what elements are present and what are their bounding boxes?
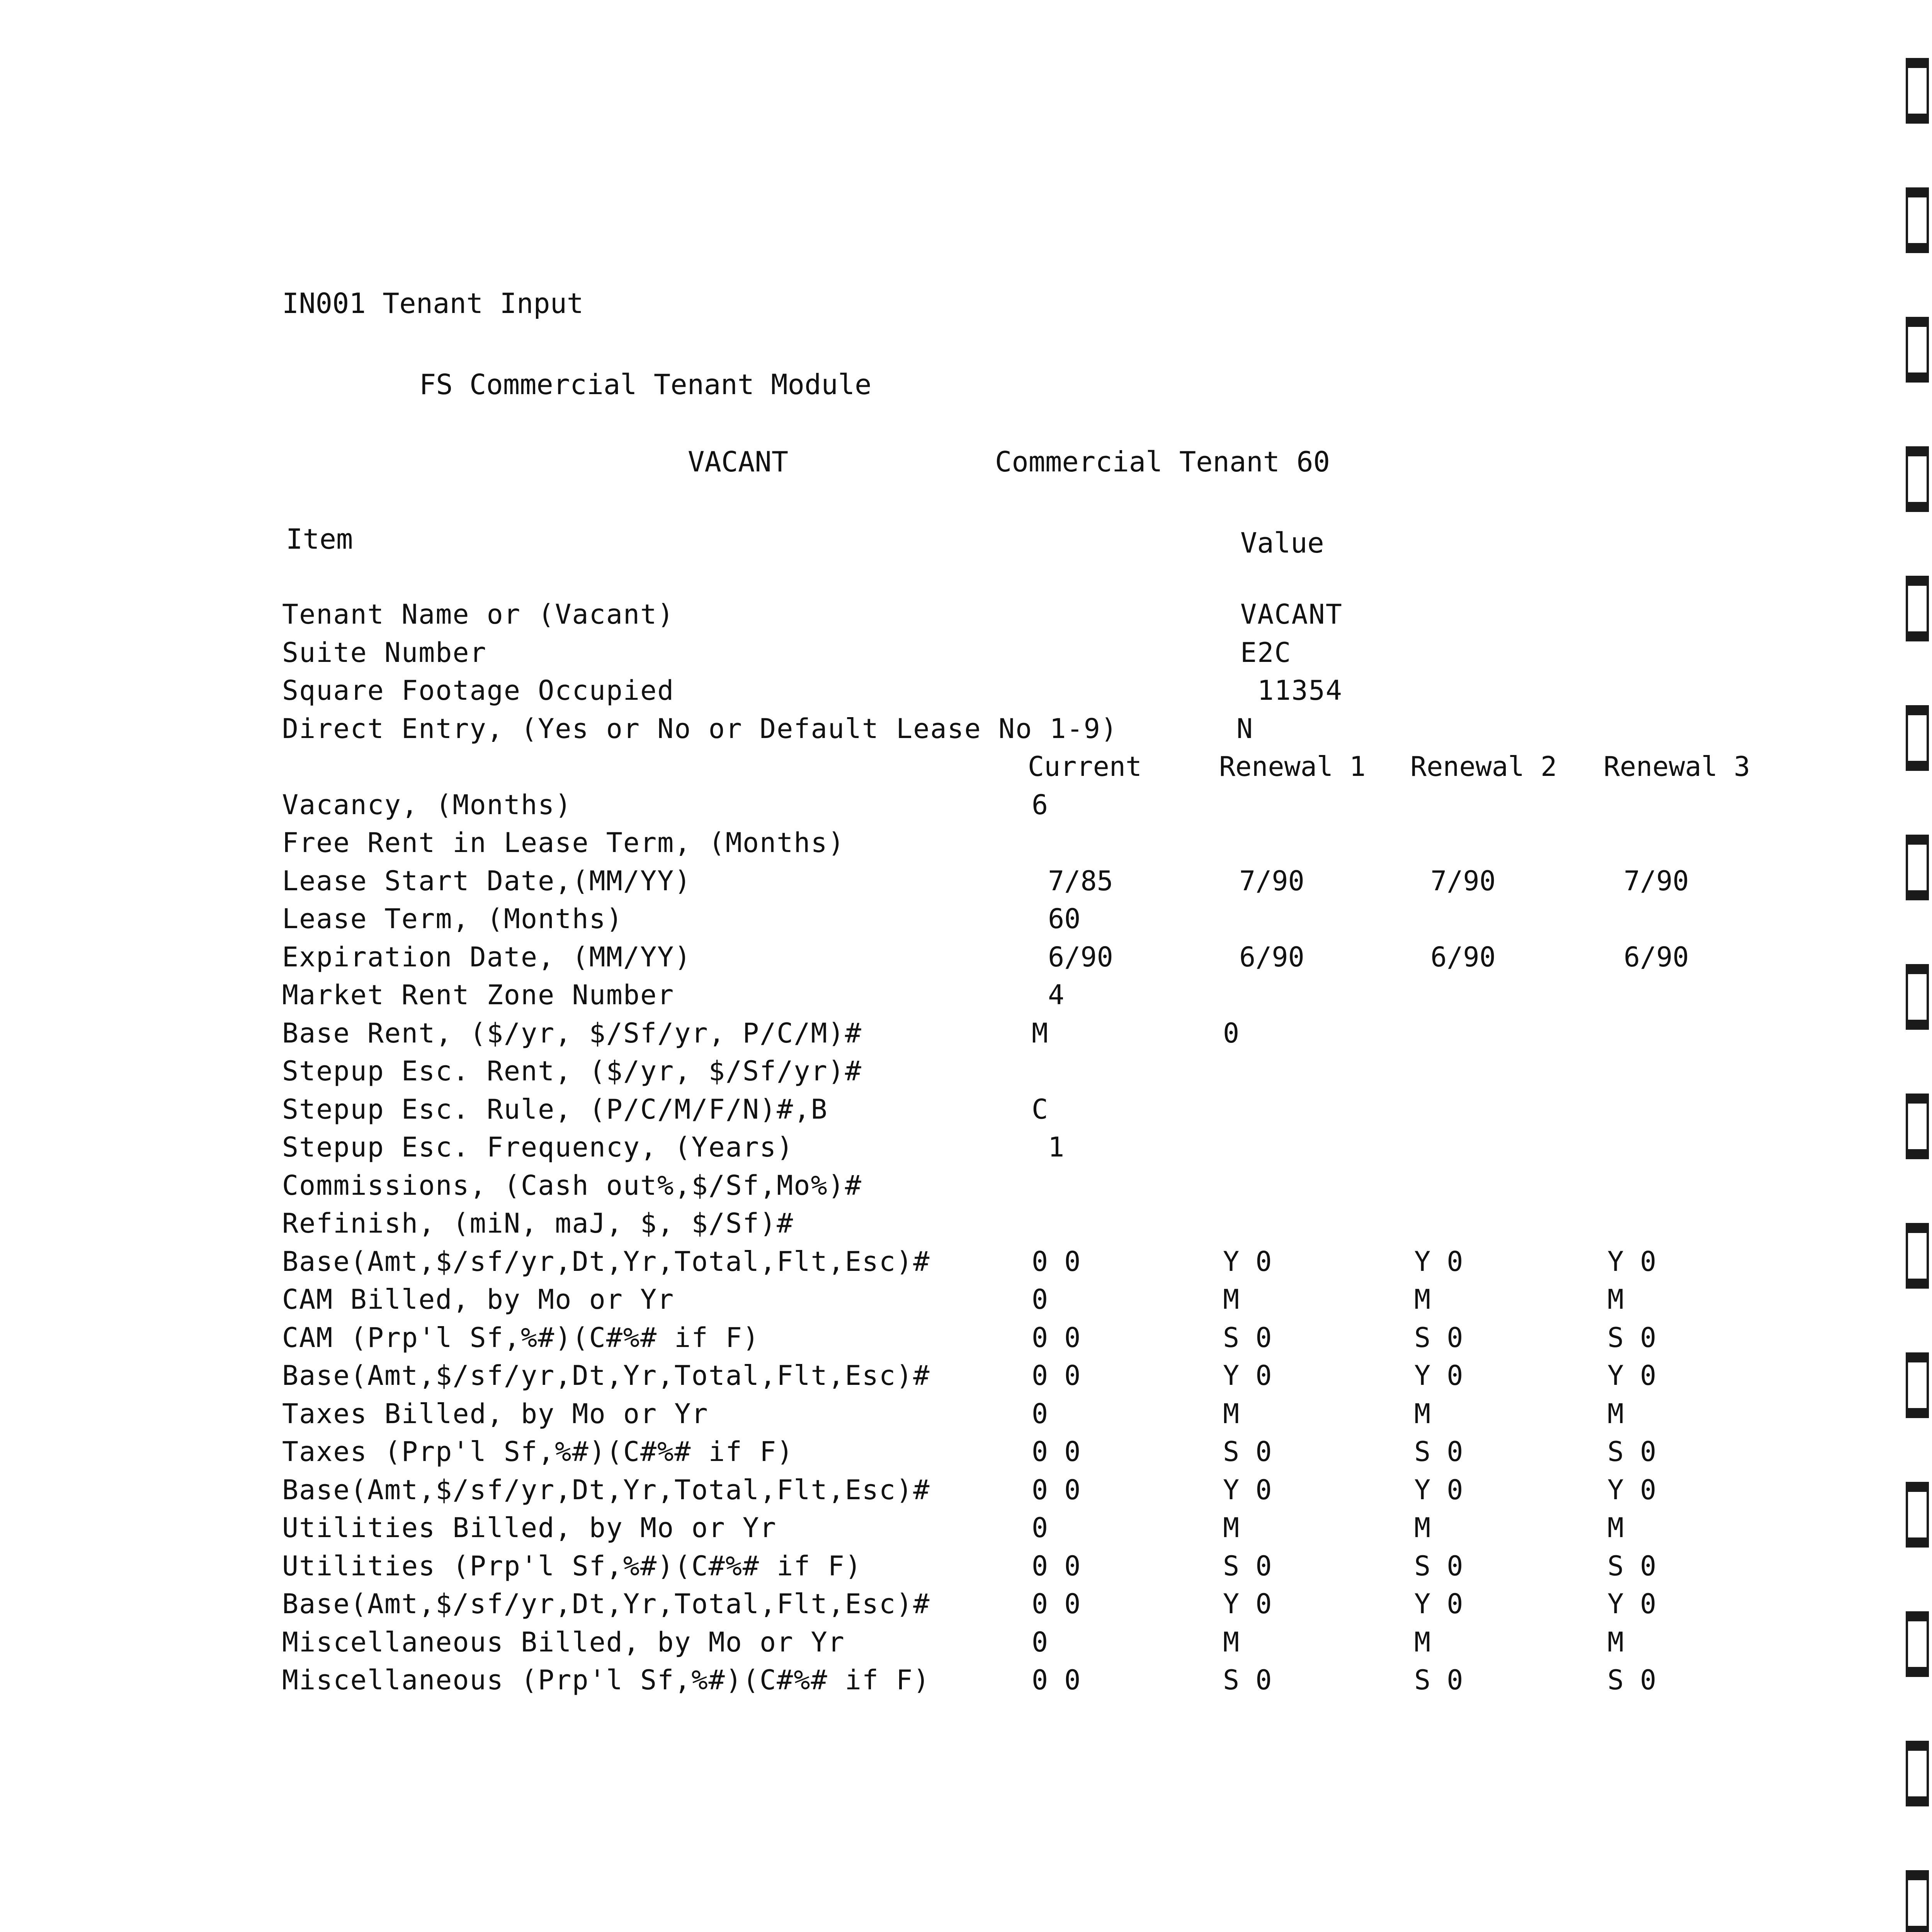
row-cell: 0 0: [1032, 1588, 1081, 1620]
row-cell: S 0: [1223, 1436, 1272, 1468]
row-cell: 0 0: [1032, 1550, 1081, 1582]
row-cell: M: [1414, 1284, 1431, 1315]
row-label: Stepup Esc. Frequency, (Years): [282, 1131, 794, 1163]
row-cell: Y 0: [1607, 1474, 1656, 1506]
row-cell: Y 0: [1607, 1360, 1656, 1391]
row-label: Taxes Billed, by Mo or Yr: [282, 1398, 709, 1430]
row-cell: M: [1223, 1626, 1240, 1658]
binding-hole: [1906, 576, 1929, 641]
row-cell: 0: [1032, 1398, 1048, 1430]
row-cell: 6/90: [1607, 941, 1689, 973]
info-value: E2C: [1240, 636, 1292, 668]
row-cell: 0: [1223, 1017, 1240, 1049]
binding-holes: [1844, 0, 1932, 1932]
row-cell: S 0: [1607, 1550, 1656, 1582]
row-label: Commissions, (Cash out%,$/Sf,Mo%)#: [282, 1169, 862, 1201]
binding-hole: [1906, 317, 1929, 383]
row-cell: M: [1607, 1626, 1624, 1658]
row-cell: S 0: [1607, 1321, 1656, 1354]
row-cell: 7/90: [1414, 865, 1496, 897]
row-cell: 6/90: [1223, 941, 1304, 973]
row-label: Miscellaneous (Prp'l Sf,%#)(C#%# if F): [282, 1664, 930, 1696]
binding-hole: [1906, 1094, 1929, 1159]
period-header-4: Renewal 3: [1604, 751, 1750, 782]
binding-hole: [1906, 58, 1929, 124]
row-cell: M: [1223, 1284, 1240, 1315]
row-cell: Y 0: [1607, 1245, 1656, 1277]
row-label: Miscellaneous Billed, by Mo or Yr: [282, 1626, 845, 1658]
row-cell: Y 0: [1223, 1474, 1272, 1506]
report-id: IN001 Tenant Input: [282, 287, 584, 320]
row-label: Base(Amt,$/sf/yr,Dt,Yr,Total,Flt,Esc)#: [282, 1588, 930, 1620]
row-cell: Y 0: [1607, 1588, 1656, 1620]
row-cell: S 0: [1414, 1550, 1463, 1582]
binding-hole: [1906, 1741, 1929, 1806]
tenant-name-heading: VACANT: [688, 446, 789, 478]
row-cell: Y 0: [1414, 1360, 1463, 1391]
row-label: Free Rent in Lease Term, (Months): [282, 827, 845, 859]
row-cell: Y 0: [1414, 1245, 1463, 1277]
row-cell: 7/90: [1607, 865, 1689, 897]
row-label: CAM (Prp'l Sf,%#)(C#%# if F): [282, 1321, 760, 1354]
row-cell: 60: [1032, 903, 1081, 935]
row-label: Base(Amt,$/sf/yr,Dt,Yr,Total,Flt,Esc)#: [282, 1474, 930, 1506]
row-cell: M: [1414, 1512, 1431, 1544]
row-cell: S 0: [1414, 1321, 1463, 1354]
row-cell: Y 0: [1223, 1360, 1272, 1391]
binding-hole: [1906, 1611, 1929, 1677]
row-cell: 0 0: [1032, 1664, 1081, 1696]
row-cell: S 0: [1223, 1550, 1272, 1582]
row-cell: 0: [1032, 1284, 1048, 1315]
binding-hole: [1906, 1482, 1929, 1548]
binding-hole: [1906, 1870, 1929, 1932]
row-label: Stepup Esc. Rent, ($/yr, $/Sf/yr)#: [282, 1055, 862, 1087]
binding-hole: [1906, 964, 1929, 1030]
row-cell: M: [1223, 1398, 1240, 1430]
row-label: Lease Term, (Months): [282, 903, 623, 935]
row-label: Refinish, (miN, maJ, $, $/Sf)#: [282, 1208, 794, 1239]
row-label: Base Rent, ($/yr, $/Sf/yr, P/C/M)#: [282, 1017, 862, 1049]
row-cell: C: [1032, 1093, 1048, 1125]
row-cell: Y 0: [1223, 1245, 1272, 1277]
binding-hole: [1906, 705, 1929, 771]
row-cell: 6: [1032, 789, 1048, 821]
row-cell: 6/90: [1414, 941, 1496, 973]
info-label: Tenant Name or (Vacant): [282, 599, 675, 630]
row-label: Base(Amt,$/sf/yr,Dt,Yr,Total,Flt,Esc)#: [282, 1360, 930, 1391]
row-cell: S 0: [1223, 1321, 1272, 1354]
period-header-2: Renewal 1: [1219, 751, 1366, 782]
row-label: Stepup Esc. Rule, (P/C/M/F/N)#,B: [282, 1093, 828, 1125]
row-cell: S 0: [1414, 1664, 1463, 1696]
row-label: Market Rent Zone Number: [282, 979, 675, 1011]
row-cell: S 0: [1607, 1664, 1656, 1696]
row-cell: Y 0: [1223, 1588, 1272, 1620]
row-cell: Y 0: [1414, 1474, 1463, 1506]
period-header-1: Current: [1028, 751, 1142, 782]
module-title: FS Commercial Tenant Module: [419, 368, 872, 401]
row-label: Base(Amt,$/sf/yr,Dt,Yr,Total,Flt,Esc)#: [282, 1245, 930, 1277]
row-cell: 0: [1032, 1626, 1048, 1658]
period-header-3: Renewal 2: [1410, 751, 1557, 782]
row-cell: S 0: [1607, 1436, 1656, 1468]
binding-hole: [1906, 446, 1929, 512]
info-label: Square Footage Occupied: [282, 675, 675, 706]
row-label: Utilities Billed, by Mo or Yr: [282, 1512, 777, 1544]
row-cell: 0 0: [1032, 1474, 1081, 1506]
row-cell: 0: [1032, 1512, 1048, 1544]
row-cell: M: [1607, 1512, 1624, 1544]
row-cell: 4: [1032, 979, 1065, 1011]
row-label: Vacancy, (Months): [282, 789, 572, 821]
row-cell: M: [1223, 1512, 1240, 1544]
row-cell: S 0: [1414, 1436, 1463, 1468]
binding-hole: [1906, 835, 1929, 900]
info-value: N: [1236, 713, 1254, 745]
row-cell: 6/90: [1032, 941, 1113, 973]
row-cell: M: [1414, 1626, 1431, 1658]
row-cell: 1: [1032, 1131, 1065, 1163]
row-label: Utilities (Prp'l Sf,%#)(C#%# if F): [282, 1550, 862, 1582]
info-value: VACANT: [1240, 599, 1343, 630]
row-cell: S 0: [1223, 1664, 1272, 1696]
info-label: Suite Number: [282, 636, 487, 668]
row-cell: 7/90: [1223, 865, 1304, 897]
row-label: Expiration Date, (MM/YY): [282, 941, 692, 973]
row-cell: M: [1032, 1017, 1048, 1049]
row-cell: M: [1607, 1284, 1624, 1315]
row-cell: 7/85: [1032, 865, 1113, 897]
row-cell: 0 0: [1032, 1321, 1081, 1354]
info-label: Direct Entry, (Yes or No or Default Lease No 1-9): [282, 713, 1118, 745]
row-label: Taxes (Prp'l Sf,%#)(C#%# if F): [282, 1436, 794, 1468]
item-column-header: Item: [286, 523, 353, 555]
row-label: Lease Start Date,(MM/YY): [282, 865, 692, 897]
tenant-label-heading: Commercial Tenant 60: [995, 446, 1330, 478]
row-cell: M: [1607, 1398, 1624, 1430]
row-label: CAM Billed, by Mo or Yr: [282, 1284, 675, 1315]
value-column-header: Value: [1240, 527, 1324, 559]
row-cell: M: [1414, 1398, 1431, 1430]
row-cell: Y 0: [1414, 1588, 1463, 1620]
binding-hole: [1906, 187, 1929, 253]
info-value: 11354: [1240, 675, 1343, 706]
row-cell: 0 0: [1032, 1436, 1081, 1468]
binding-hole: [1906, 1352, 1929, 1418]
row-cell: 0 0: [1032, 1360, 1081, 1391]
row-cell: 0 0: [1032, 1245, 1081, 1277]
binding-hole: [1906, 1223, 1929, 1289]
